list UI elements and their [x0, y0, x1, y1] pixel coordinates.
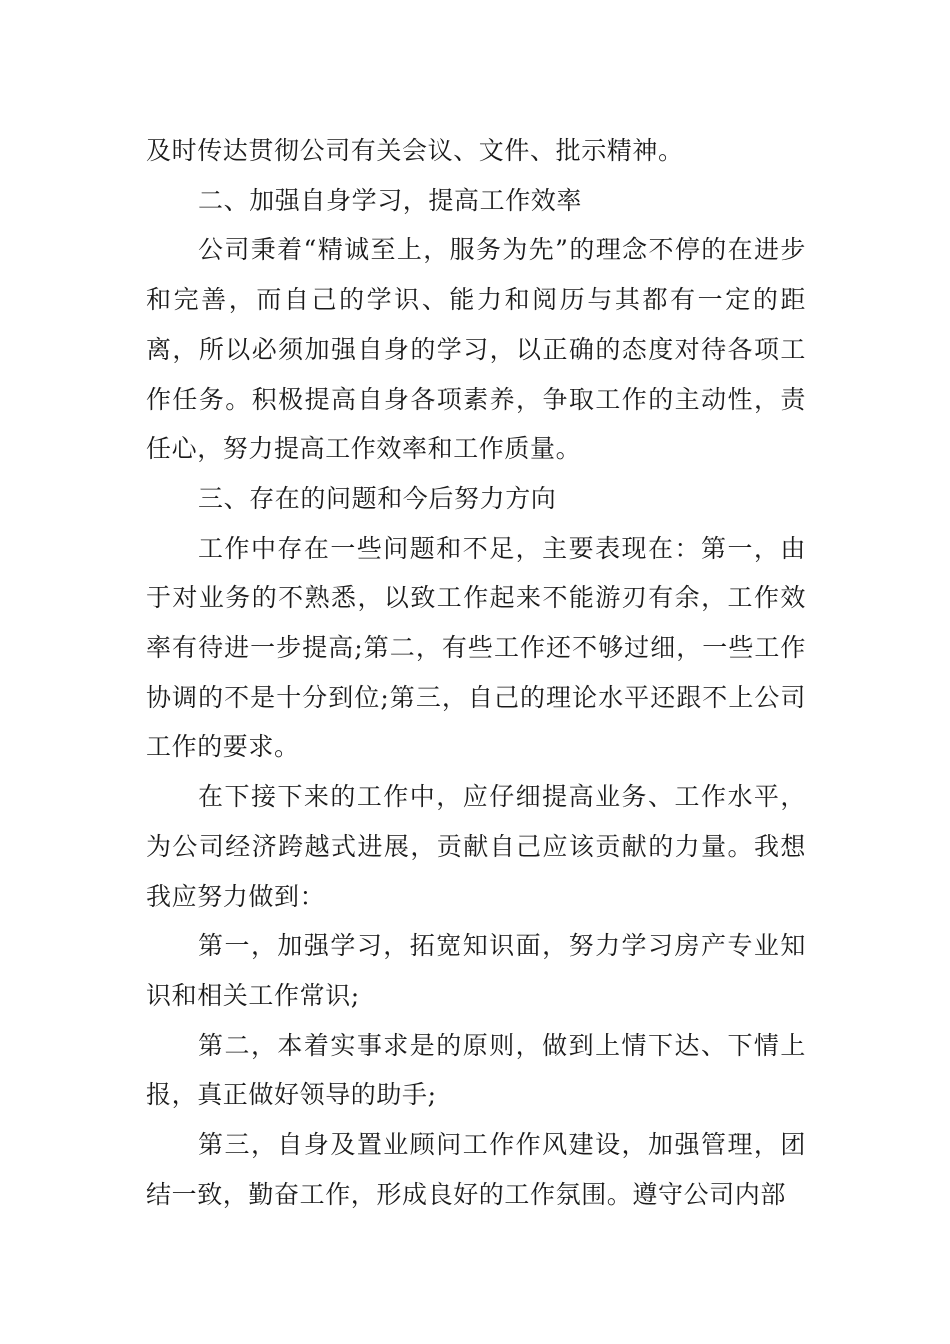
- paragraph-9: 第三，自身及置业顾问工作作风建设，加强管理，团结一致，勤奋工作，形成良好的工作氛围。遵守公司内部: [146, 1130, 806, 1209]
- paragraph-6: 在下接下来的工作中，应仔细提高业务、工作水平，为公司经济跨越式进展，贡献自己应该贡献的力量。我想我应努力做到：: [146, 782, 806, 911]
- section-heading-2: 二、加强自身学习，提高工作效率: [198, 185, 583, 215]
- section-heading-3: 三、存在的问题和今后努力方向: [198, 483, 557, 513]
- paragraph-5: 工作中存在一些问题和不足，主要表现在：第一，由于对业务的不熟悉，以致工作起来不能游刃有余，工作效率有待进一步提高;第二，有些工作还不够过细，一些工作协调的不是十分到位;第三，自己的理论水平还跟不上公司工作的要求。: [146, 533, 806, 762]
- paragraph-1: 及时传达贯彻公司有关会议、文件、批示精神。: [146, 136, 684, 165]
- paragraph-3: 公司秉着“精诚至上，服务为先”的理念不停的在进步和完善，而自己的学识、能力和阅历与其都有一定的距离，所以必须加强自身的学习，以正确的态度对待各项工作任务。积极提高自身各项素养，争取工作的主动性，责任心，努力提高工作效率和工作质量。: [146, 235, 806, 464]
- paragraph-7: 第一，加强学习，拓宽知识面，努力学习房产专业知识和相关工作常识;: [146, 931, 806, 1010]
- paragraph-8: 第二，本着实事求是的原则，做到上情下达、下情上报，真正做好领导的助手;: [146, 1030, 806, 1110]
- document-body: [146, 126, 806, 1219]
